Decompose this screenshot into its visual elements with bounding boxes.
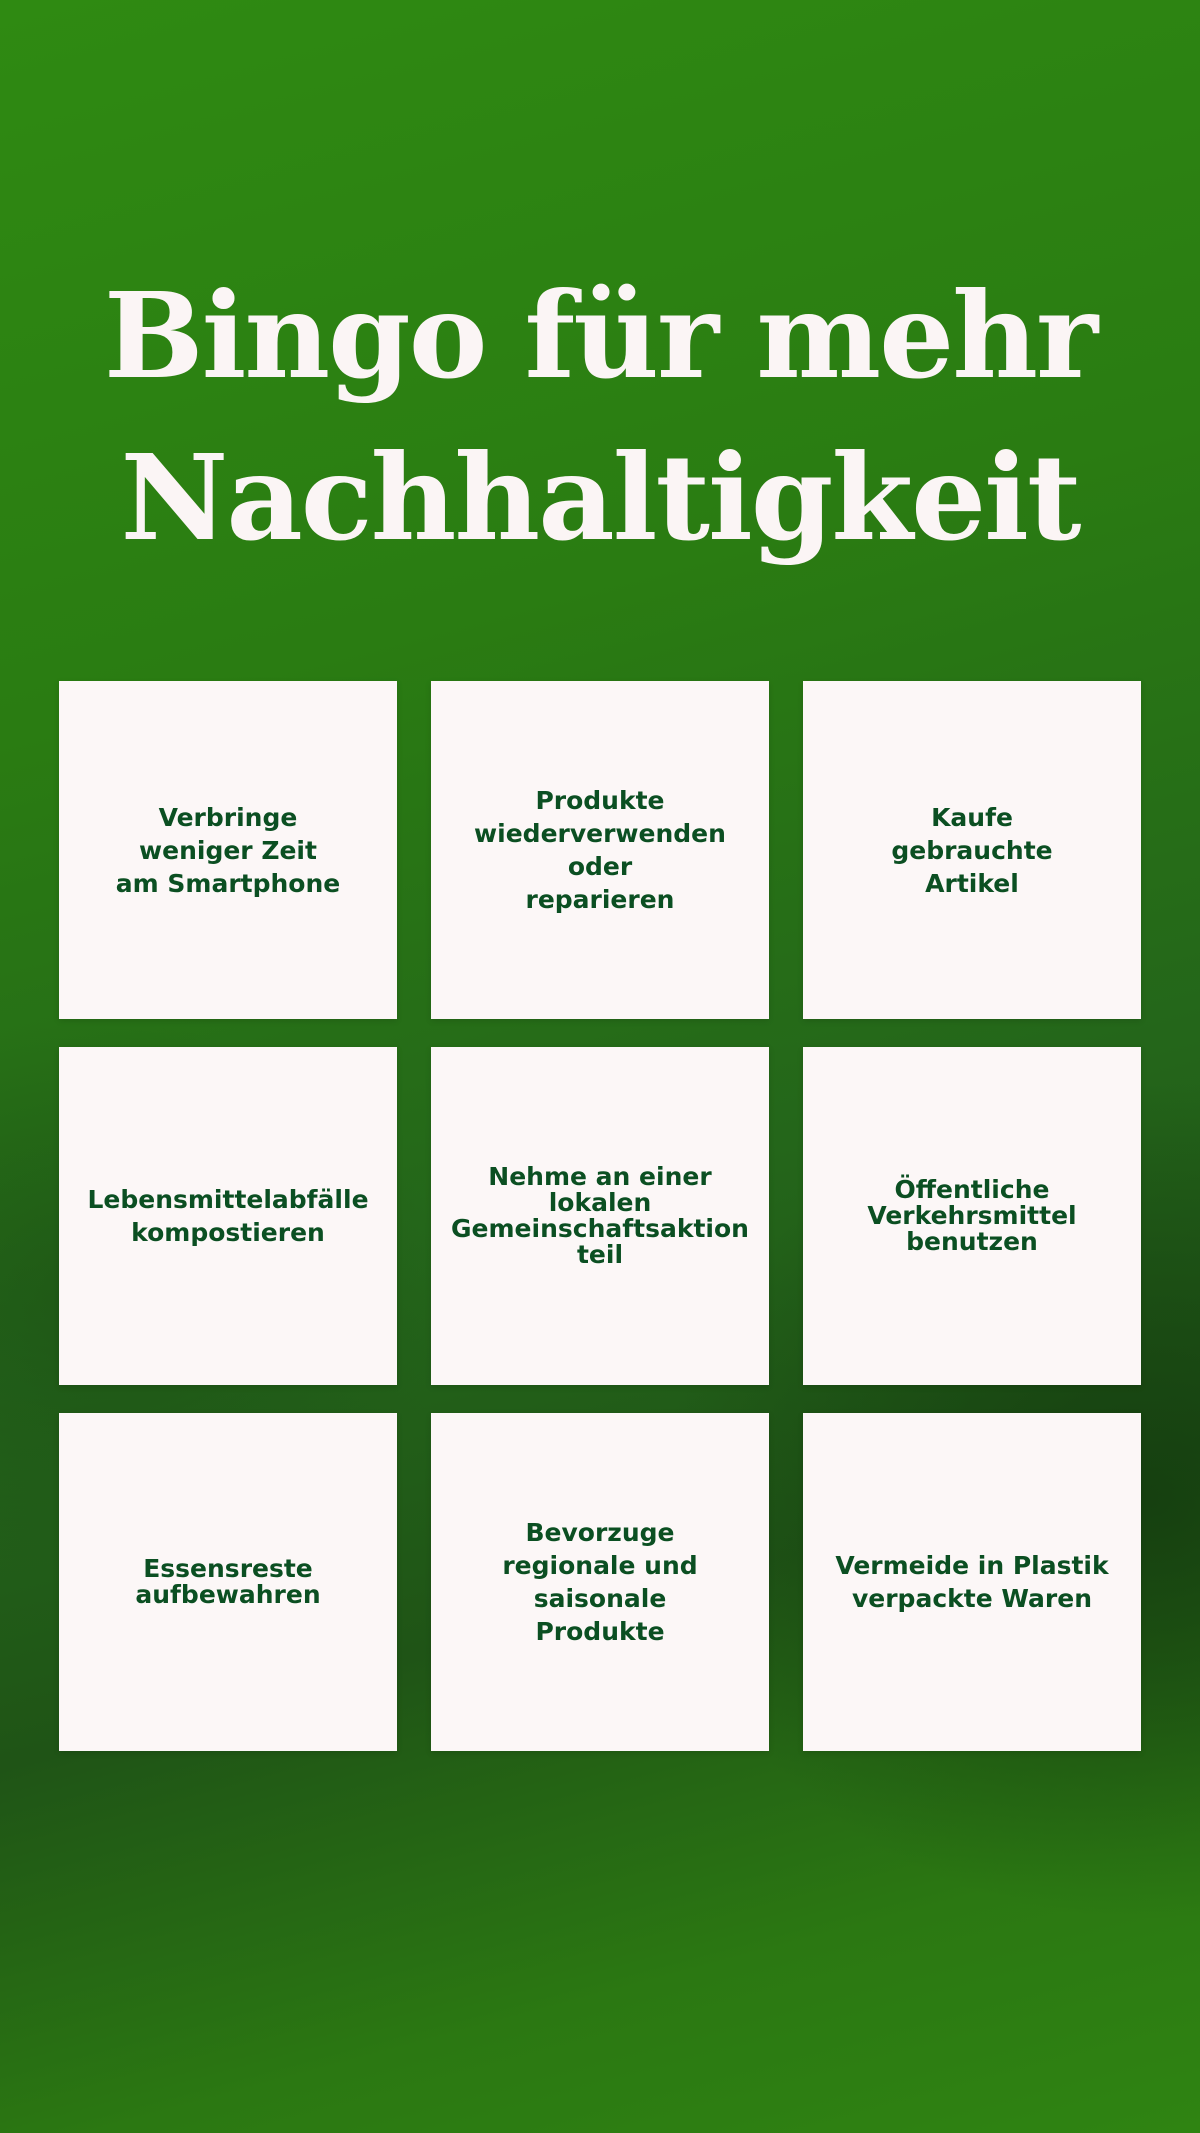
bingo-cell-avoid-plastic[interactable] xyxy=(803,1413,1141,1751)
bingo-grid xyxy=(59,681,1141,1751)
bingo-cell-community-action[interactable] xyxy=(431,1047,769,1385)
title-line-1: Bingo für mehr xyxy=(103,266,1097,405)
title-line-2: Nachhaltigkeit xyxy=(120,428,1080,567)
bingo-cell-compost[interactable] xyxy=(59,1047,397,1385)
bingo-cell-label: Verbringe weniger Zeit am Smartphone xyxy=(115,802,341,898)
bingo-cell-label: Essensreste aufbewahren xyxy=(135,1554,321,1609)
bingo-cell-label: Öffentliche Verkehrsmittel benutzen xyxy=(867,1175,1077,1256)
bingo-cell-regional-seasonal[interactable] xyxy=(431,1413,769,1751)
bingo-cell-second-hand[interactable] xyxy=(803,681,1141,1019)
bingo-cell-label: Kaufe gebrauchte Artikel xyxy=(891,802,1053,898)
page-title xyxy=(0,255,1200,579)
bingo-cell-label: Produkte wiederverwenden oder reparieren xyxy=(474,786,726,914)
bingo-cell-leftovers[interactable] xyxy=(59,1413,397,1751)
bingo-cell-label: Lebensmittelabfälle kompostieren xyxy=(87,1185,369,1247)
bingo-cell-public-transport[interactable] xyxy=(803,1047,1141,1385)
bingo-cell-label: Vermeide in Plastik verpackte Waren xyxy=(835,1551,1109,1613)
bingo-cell-smartphone[interactable] xyxy=(59,681,397,1019)
bingo-cell-reuse-repair[interactable] xyxy=(431,681,769,1019)
bingo-cell-label: Nehme an einer lokalen Gemeinschaftsaktion teil xyxy=(451,1162,749,1269)
bingo-cell-label: Bevorzuge regionale und saisonale Produkte xyxy=(502,1518,698,1646)
